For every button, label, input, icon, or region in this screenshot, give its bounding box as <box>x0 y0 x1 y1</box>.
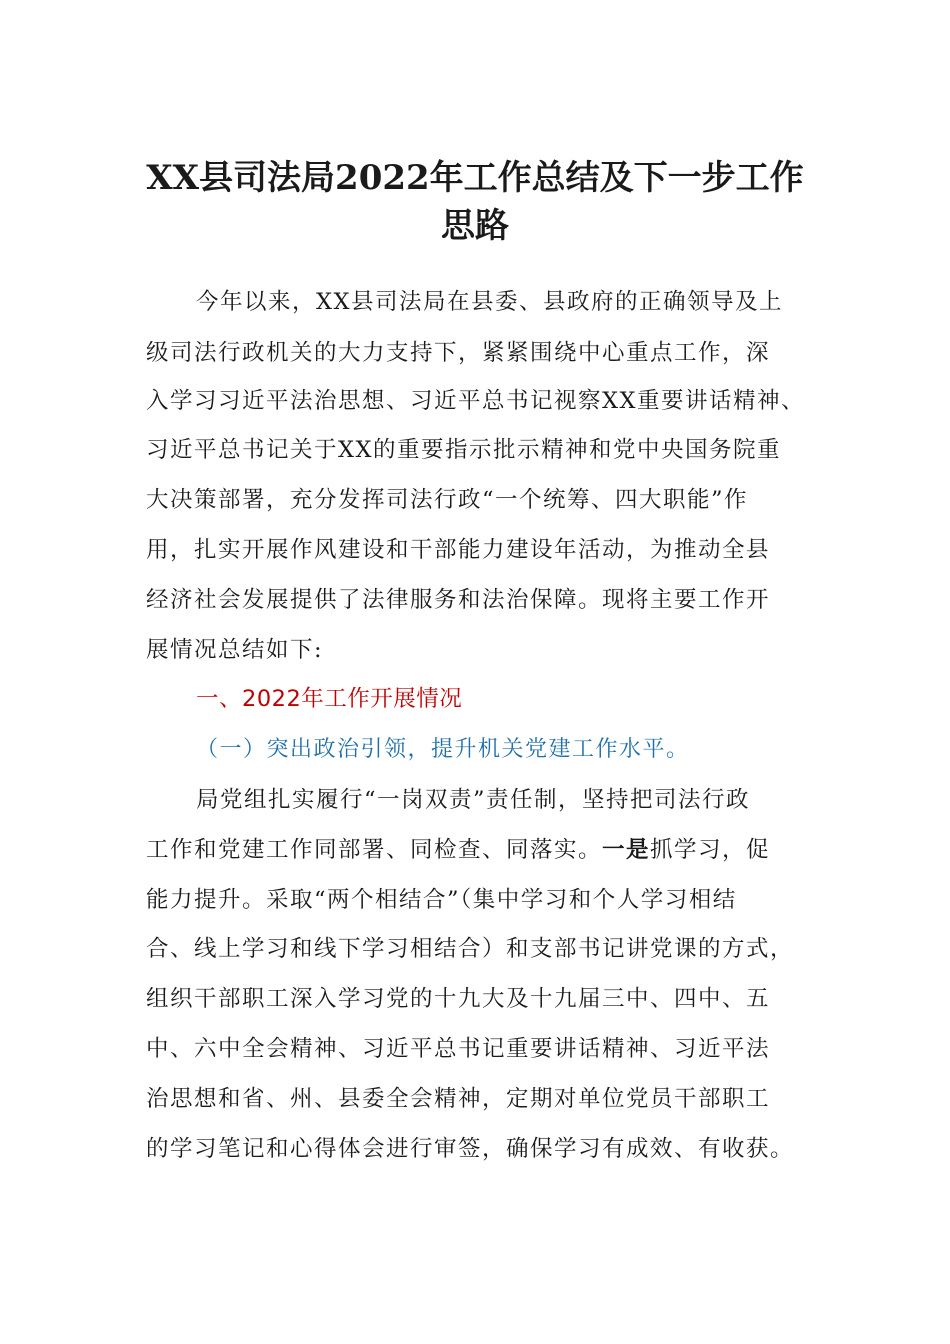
section-heading: 一、2022年工作开展情况 <box>196 686 463 712</box>
intro-line: 级司法行政机关的大力支持下，紧紧围绕中心重点工作，深 <box>146 340 771 366</box>
body-line: 局党组扎实履行“一岗双责”责任制，坚持把司法行政 <box>196 787 751 813</box>
intro-line: 入学习习近平法治思想、习近平总书记视察XX重要讲话精神、 <box>146 388 806 414</box>
intro-line: 用，扎实开展作风建设和干部能力建设年活动，为推动全县 <box>146 537 771 563</box>
emphasis-text: 一是 <box>602 837 651 863</box>
intro-line: 习近平总书记关于XX的重要指示批示精神和党中央国务院重 <box>146 437 782 463</box>
body-line: 中、六中全会精神、习近平总书记重要讲话精神、习近平法 <box>146 1036 771 1062</box>
intro-line: 大决策部署，充分发挥司法行政“一个统筹、四大职能”作 <box>146 487 749 513</box>
body-line: 组织干部职工深入学习党的十九大及十九届三中、四中、五 <box>146 986 771 1012</box>
document-title-line-2: 思路 <box>441 206 509 246</box>
intro-line: 今年以来，XX县司法局在县委、县政府的正确领导及上 <box>196 289 784 315</box>
intro-line: 经济社会发展提供了法律服务和法治保障。现将主要工作开 <box>146 587 771 613</box>
body-line: 能力提升。采取“两个相结合”（集中学习和个人学习相结 <box>146 887 737 913</box>
subsection-heading: （一）突出政治引领，提升机关党建工作水平。 <box>196 737 690 762</box>
body-line <box>146 835 770 865</box>
body-line: 治思想和省、州、县委全会精神，定期对单位党员干部职工 <box>146 1086 771 1112</box>
body-line: 的学习笔记和心得体会进行审签，确保学习有成效、有收获。 <box>146 1136 795 1162</box>
document-title-line-1: XX县司法局2022年工作总结及下一步工作 <box>146 158 804 198</box>
intro-line: 展情况总结如下: <box>146 637 324 663</box>
body-line: 合、线上学习和线下学习相结合）和支部书记讲党课的方式， <box>146 936 795 962</box>
body-line-text: 抓学习，促 <box>650 837 771 863</box>
body-line-text: 工作和党建工作同部署、同检查、同落实。 <box>146 837 603 863</box>
